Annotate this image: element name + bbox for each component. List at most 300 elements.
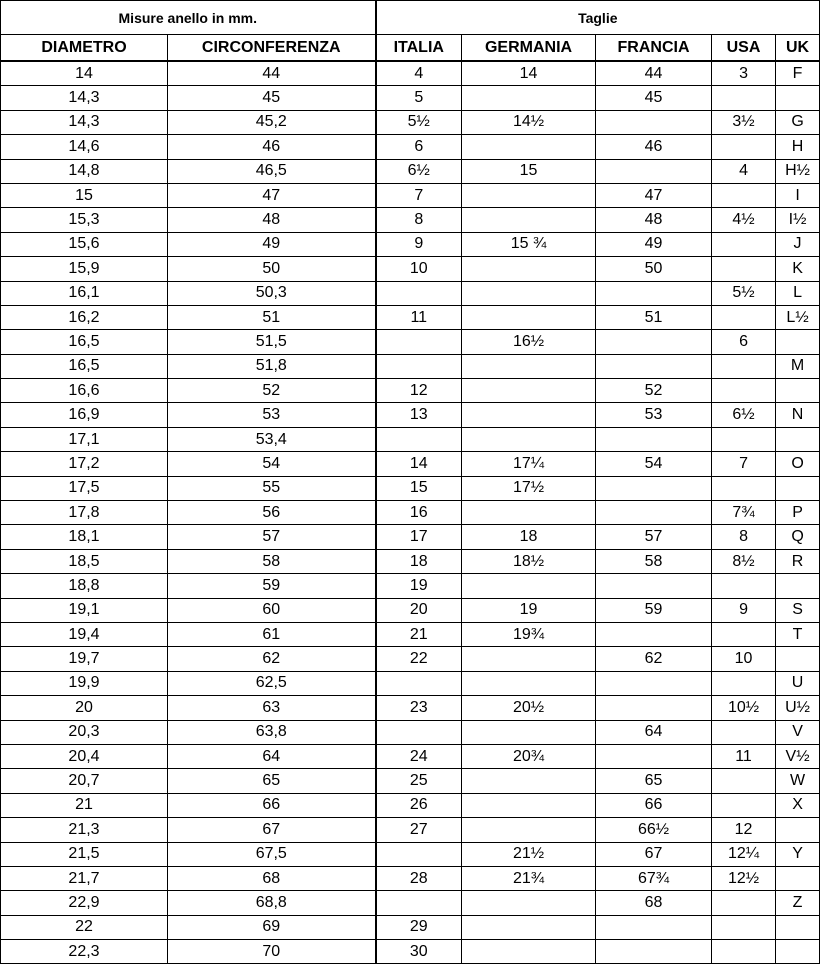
- cell-circonferenza: 65: [168, 769, 376, 793]
- table-row: [1, 818, 820, 842]
- cell-italia: 30: [376, 940, 462, 964]
- cell-germania: 15: [462, 159, 596, 183]
- cell-usa: 6½: [712, 403, 776, 427]
- cell-francia: 59: [596, 598, 712, 622]
- table-row: [1, 598, 820, 622]
- cell-diametro: 17,5: [1, 476, 168, 500]
- cell-italia: 27: [376, 818, 462, 842]
- cell-uk: H: [776, 135, 820, 159]
- cell-usa: 10½: [712, 696, 776, 720]
- cell-diametro: 16,6: [1, 379, 168, 403]
- cell-uk: T: [776, 622, 820, 646]
- table-row: [1, 842, 820, 866]
- cell-germania: [462, 208, 596, 232]
- cell-usa: [712, 232, 776, 256]
- cell-uk: [776, 647, 820, 671]
- cell-uk: U: [776, 671, 820, 695]
- cell-circonferenza: 52: [168, 379, 376, 403]
- cell-circonferenza: 46,5: [168, 159, 376, 183]
- table-row: [1, 940, 820, 964]
- cell-germania: [462, 671, 596, 695]
- cell-diametro: 17,1: [1, 427, 168, 451]
- cell-uk: O: [776, 452, 820, 476]
- cell-uk: [776, 574, 820, 598]
- table-row: [1, 183, 820, 207]
- cell-germania: 21½: [462, 842, 596, 866]
- table-row: [1, 110, 820, 134]
- cell-uk: J: [776, 232, 820, 256]
- cell-diametro: 18,5: [1, 549, 168, 573]
- cell-usa: 3: [712, 61, 776, 86]
- cell-italia: 10: [376, 257, 462, 281]
- cell-francia: 58: [596, 549, 712, 573]
- cell-diametro: 15,9: [1, 257, 168, 281]
- cell-circonferenza: 68: [168, 866, 376, 890]
- table-row: [1, 574, 820, 598]
- cell-uk: [776, 330, 820, 354]
- cell-francia: [596, 281, 712, 305]
- cell-usa: 4½: [712, 208, 776, 232]
- cell-uk: L½: [776, 305, 820, 329]
- cell-italia: [376, 330, 462, 354]
- cell-francia: 51: [596, 305, 712, 329]
- cell-italia: 26: [376, 793, 462, 817]
- cell-germania: 14: [462, 61, 596, 86]
- cell-italia: 28: [376, 866, 462, 890]
- cell-italia: 9: [376, 232, 462, 256]
- cell-germania: [462, 818, 596, 842]
- table-row: [1, 427, 820, 451]
- cell-germania: [462, 720, 596, 744]
- cell-usa: [712, 379, 776, 403]
- cell-diametro: 16,5: [1, 330, 168, 354]
- cell-diametro: 22: [1, 915, 168, 939]
- cell-uk: H½: [776, 159, 820, 183]
- cell-francia: [596, 940, 712, 964]
- cell-francia: [596, 354, 712, 378]
- cell-uk: [776, 866, 820, 890]
- cell-circonferenza: 56: [168, 501, 376, 525]
- cell-francia: [596, 159, 712, 183]
- cell-francia: 45: [596, 86, 712, 110]
- cell-usa: 10: [712, 647, 776, 671]
- cell-usa: [712, 427, 776, 451]
- cell-italia: 18: [376, 549, 462, 573]
- cell-circonferenza: 49: [168, 232, 376, 256]
- cell-usa: [712, 305, 776, 329]
- cell-germania: 17½: [462, 476, 596, 500]
- cell-germania: [462, 135, 596, 159]
- cell-italia: 4: [376, 61, 462, 86]
- cell-francia: 48: [596, 208, 712, 232]
- cell-circonferenza: 58: [168, 549, 376, 573]
- cell-circonferenza: 53,4: [168, 427, 376, 451]
- cell-circonferenza: 63,8: [168, 720, 376, 744]
- sizes-group-header: Taglie: [376, 1, 820, 35]
- cell-usa: [712, 183, 776, 207]
- cell-uk: W: [776, 769, 820, 793]
- cell-uk: [776, 940, 820, 964]
- cell-uk: M: [776, 354, 820, 378]
- cell-italia: [376, 427, 462, 451]
- cell-francia: 67¾: [596, 866, 712, 890]
- cell-usa: [712, 86, 776, 110]
- cell-circonferenza: 62,5: [168, 671, 376, 695]
- cell-francia: 50: [596, 257, 712, 281]
- cell-francia: 53: [596, 403, 712, 427]
- cell-germania: 18½: [462, 549, 596, 573]
- cell-diametro: 16,5: [1, 354, 168, 378]
- cell-germania: [462, 379, 596, 403]
- table-row: [1, 744, 820, 768]
- cell-germania: [462, 647, 596, 671]
- cell-italia: [376, 671, 462, 695]
- cell-francia: 52: [596, 379, 712, 403]
- cell-circonferenza: 54: [168, 452, 376, 476]
- cell-germania: [462, 427, 596, 451]
- cell-usa: [712, 476, 776, 500]
- cell-usa: [712, 574, 776, 598]
- cell-usa: 9: [712, 598, 776, 622]
- cell-italia: [376, 281, 462, 305]
- cell-italia: 16: [376, 501, 462, 525]
- cell-germania: 17¼: [462, 452, 596, 476]
- cell-germania: [462, 403, 596, 427]
- table-row: [1, 281, 820, 305]
- cell-germania: [462, 501, 596, 525]
- column-header-usa: USA: [712, 35, 776, 62]
- cell-uk: P: [776, 501, 820, 525]
- cell-germania: [462, 769, 596, 793]
- cell-francia: 65: [596, 769, 712, 793]
- cell-circonferenza: 46: [168, 135, 376, 159]
- cell-diametro: 14,3: [1, 86, 168, 110]
- cell-francia: [596, 476, 712, 500]
- cell-uk: [776, 427, 820, 451]
- cell-italia: 25: [376, 769, 462, 793]
- cell-germania: [462, 305, 596, 329]
- cell-germania: [462, 915, 596, 939]
- column-header-germania: GERMANIA: [462, 35, 596, 62]
- table-row: [1, 86, 820, 110]
- cell-francia: [596, 501, 712, 525]
- table-body: [1, 61, 820, 964]
- cell-circonferenza: 68,8: [168, 891, 376, 915]
- cell-diametro: 14,3: [1, 110, 168, 134]
- cell-francia: [596, 622, 712, 646]
- table-row: [1, 135, 820, 159]
- cell-circonferenza: 67: [168, 818, 376, 842]
- table-row: [1, 354, 820, 378]
- table-row: [1, 549, 820, 573]
- cell-italia: 21: [376, 622, 462, 646]
- cell-italia: 23: [376, 696, 462, 720]
- cell-diametro: 15,3: [1, 208, 168, 232]
- table-row: [1, 769, 820, 793]
- cell-circonferenza: 61: [168, 622, 376, 646]
- cell-usa: [712, 257, 776, 281]
- cell-italia: 17: [376, 525, 462, 549]
- cell-circonferenza: 48: [168, 208, 376, 232]
- cell-germania: 21¾: [462, 866, 596, 890]
- cell-uk: V½: [776, 744, 820, 768]
- cell-uk: R: [776, 549, 820, 573]
- table-row: [1, 720, 820, 744]
- cell-diametro: 21,5: [1, 842, 168, 866]
- cell-diametro: 21,3: [1, 818, 168, 842]
- cell-francia: 44: [596, 61, 712, 86]
- cell-usa: 12¼: [712, 842, 776, 866]
- cell-diametro: 16,1: [1, 281, 168, 305]
- cell-uk: G: [776, 110, 820, 134]
- cell-uk: I½: [776, 208, 820, 232]
- cell-uk: S: [776, 598, 820, 622]
- cell-diametro: 21,7: [1, 866, 168, 890]
- cell-germania: [462, 793, 596, 817]
- cell-italia: [376, 354, 462, 378]
- cell-francia: [596, 574, 712, 598]
- cell-diametro: 15,6: [1, 232, 168, 256]
- cell-italia: 24: [376, 744, 462, 768]
- cell-uk: [776, 818, 820, 842]
- cell-italia: 14: [376, 452, 462, 476]
- cell-usa: [712, 769, 776, 793]
- cell-germania: 18: [462, 525, 596, 549]
- cell-francia: [596, 110, 712, 134]
- cell-italia: 13: [376, 403, 462, 427]
- cell-uk: X: [776, 793, 820, 817]
- cell-italia: 5: [376, 86, 462, 110]
- cell-circonferenza: 50,3: [168, 281, 376, 305]
- cell-diametro: 18,1: [1, 525, 168, 549]
- cell-francia: 54: [596, 452, 712, 476]
- cell-diametro: 20,7: [1, 769, 168, 793]
- cell-uk: [776, 476, 820, 500]
- cell-francia: 47: [596, 183, 712, 207]
- cell-germania: [462, 86, 596, 110]
- cell-uk: K: [776, 257, 820, 281]
- cell-circonferenza: 59: [168, 574, 376, 598]
- measures-group-header: Misure anello in mm.: [1, 1, 376, 35]
- cell-usa: 8½: [712, 549, 776, 573]
- table-row: [1, 622, 820, 646]
- table-row: [1, 501, 820, 525]
- cell-germania: 15 ¾: [462, 232, 596, 256]
- table-row: [1, 403, 820, 427]
- cell-diametro: 19,1: [1, 598, 168, 622]
- cell-italia: 6½: [376, 159, 462, 183]
- column-header-row: [1, 35, 820, 62]
- cell-usa: [712, 720, 776, 744]
- cell-diametro: 14,8: [1, 159, 168, 183]
- cell-usa: 4: [712, 159, 776, 183]
- cell-francia: 67: [596, 842, 712, 866]
- cell-italia: 29: [376, 915, 462, 939]
- cell-germania: [462, 257, 596, 281]
- cell-italia: [376, 842, 462, 866]
- cell-italia: 19: [376, 574, 462, 598]
- table-row: [1, 793, 820, 817]
- cell-uk: [776, 379, 820, 403]
- cell-italia: 12: [376, 379, 462, 403]
- table-row: [1, 866, 820, 890]
- cell-usa: 11: [712, 744, 776, 768]
- cell-usa: [712, 671, 776, 695]
- cell-diametro: 17,8: [1, 501, 168, 525]
- cell-circonferenza: 67,5: [168, 842, 376, 866]
- cell-diametro: 19,9: [1, 671, 168, 695]
- cell-francia: [596, 744, 712, 768]
- cell-germania: [462, 281, 596, 305]
- cell-usa: [712, 915, 776, 939]
- cell-francia: 62: [596, 647, 712, 671]
- cell-uk: F: [776, 61, 820, 86]
- cell-italia: 20: [376, 598, 462, 622]
- cell-germania: 14½: [462, 110, 596, 134]
- cell-francia: 57: [596, 525, 712, 549]
- cell-circonferenza: 55: [168, 476, 376, 500]
- table-row: [1, 305, 820, 329]
- table-row: [1, 379, 820, 403]
- cell-circonferenza: 63: [168, 696, 376, 720]
- table-row: [1, 159, 820, 183]
- cell-diametro: 17,2: [1, 452, 168, 476]
- cell-circonferenza: 64: [168, 744, 376, 768]
- cell-italia: 6: [376, 135, 462, 159]
- cell-circonferenza: 45,2: [168, 110, 376, 134]
- cell-usa: 12½: [712, 866, 776, 890]
- cell-germania: [462, 891, 596, 915]
- cell-francia: [596, 915, 712, 939]
- cell-circonferenza: 60: [168, 598, 376, 622]
- cell-usa: [712, 940, 776, 964]
- table-row: [1, 915, 820, 939]
- cell-italia: 7: [376, 183, 462, 207]
- cell-italia: 15: [376, 476, 462, 500]
- cell-francia: 49: [596, 232, 712, 256]
- cell-diametro: 16,2: [1, 305, 168, 329]
- cell-germania: [462, 574, 596, 598]
- cell-diametro: 14: [1, 61, 168, 86]
- cell-circonferenza: 51,5: [168, 330, 376, 354]
- table-row: [1, 452, 820, 476]
- cell-diametro: 18,8: [1, 574, 168, 598]
- cell-francia: [596, 427, 712, 451]
- cell-francia: 68: [596, 891, 712, 915]
- cell-usa: 6: [712, 330, 776, 354]
- cell-diametro: 21: [1, 793, 168, 817]
- column-header-uk: UK: [776, 35, 820, 62]
- table-row: [1, 525, 820, 549]
- table-row: [1, 208, 820, 232]
- cell-circonferenza: 47: [168, 183, 376, 207]
- cell-francia: [596, 330, 712, 354]
- cell-germania: 19¾: [462, 622, 596, 646]
- cell-usa: 7¾: [712, 501, 776, 525]
- cell-uk: [776, 915, 820, 939]
- cell-circonferenza: 44: [168, 61, 376, 86]
- cell-circonferenza: 45: [168, 86, 376, 110]
- cell-circonferenza: 53: [168, 403, 376, 427]
- cell-francia: [596, 696, 712, 720]
- cell-usa: 3½: [712, 110, 776, 134]
- cell-uk: V: [776, 720, 820, 744]
- cell-usa: [712, 793, 776, 817]
- table-row: [1, 61, 820, 86]
- cell-circonferenza: 51: [168, 305, 376, 329]
- table-row: [1, 671, 820, 695]
- table-row: [1, 232, 820, 256]
- cell-usa: [712, 135, 776, 159]
- cell-uk: U½: [776, 696, 820, 720]
- cell-diametro: 19,4: [1, 622, 168, 646]
- column-header-italia: ITALIA: [376, 35, 462, 62]
- cell-germania: [462, 940, 596, 964]
- cell-italia: 8: [376, 208, 462, 232]
- cell-uk: [776, 86, 820, 110]
- cell-uk: L: [776, 281, 820, 305]
- cell-usa: 12: [712, 818, 776, 842]
- cell-italia: [376, 891, 462, 915]
- cell-germania: [462, 354, 596, 378]
- cell-circonferenza: 51,8: [168, 354, 376, 378]
- cell-germania: 20½: [462, 696, 596, 720]
- cell-francia: [596, 671, 712, 695]
- table-row: [1, 476, 820, 500]
- column-header-circonferenza: CIRCONFERENZA: [168, 35, 376, 62]
- cell-usa: [712, 891, 776, 915]
- table-row: [1, 891, 820, 915]
- cell-diametro: 19,7: [1, 647, 168, 671]
- table-row: [1, 257, 820, 281]
- cell-uk: I: [776, 183, 820, 207]
- cell-germania: 20¾: [462, 744, 596, 768]
- cell-uk: Q: [776, 525, 820, 549]
- cell-usa: 8: [712, 525, 776, 549]
- cell-francia: 66: [596, 793, 712, 817]
- cell-francia: 64: [596, 720, 712, 744]
- column-header-diametro: DIAMETRO: [1, 35, 168, 62]
- cell-italia: 11: [376, 305, 462, 329]
- cell-germania: 16½: [462, 330, 596, 354]
- cell-italia: 5½: [376, 110, 462, 134]
- cell-italia: 22: [376, 647, 462, 671]
- cell-germania: [462, 183, 596, 207]
- cell-diametro: 16,9: [1, 403, 168, 427]
- cell-circonferenza: 62: [168, 647, 376, 671]
- cell-usa: [712, 622, 776, 646]
- cell-diametro: 15: [1, 183, 168, 207]
- cell-diametro: 20,3: [1, 720, 168, 744]
- group-header-row: [1, 1, 820, 35]
- column-header-francia: FRANCIA: [596, 35, 712, 62]
- cell-circonferenza: 69: [168, 915, 376, 939]
- cell-francia: 66½: [596, 818, 712, 842]
- cell-circonferenza: 70: [168, 940, 376, 964]
- cell-diametro: 22,9: [1, 891, 168, 915]
- cell-circonferenza: 66: [168, 793, 376, 817]
- cell-uk: Y: [776, 842, 820, 866]
- cell-usa: [712, 354, 776, 378]
- cell-germania: 19: [462, 598, 596, 622]
- cell-italia: [376, 720, 462, 744]
- cell-circonferenza: 57: [168, 525, 376, 549]
- cell-uk: Z: [776, 891, 820, 915]
- cell-diametro: 20,4: [1, 744, 168, 768]
- cell-usa: 5½: [712, 281, 776, 305]
- cell-usa: 7: [712, 452, 776, 476]
- cell-circonferenza: 50: [168, 257, 376, 281]
